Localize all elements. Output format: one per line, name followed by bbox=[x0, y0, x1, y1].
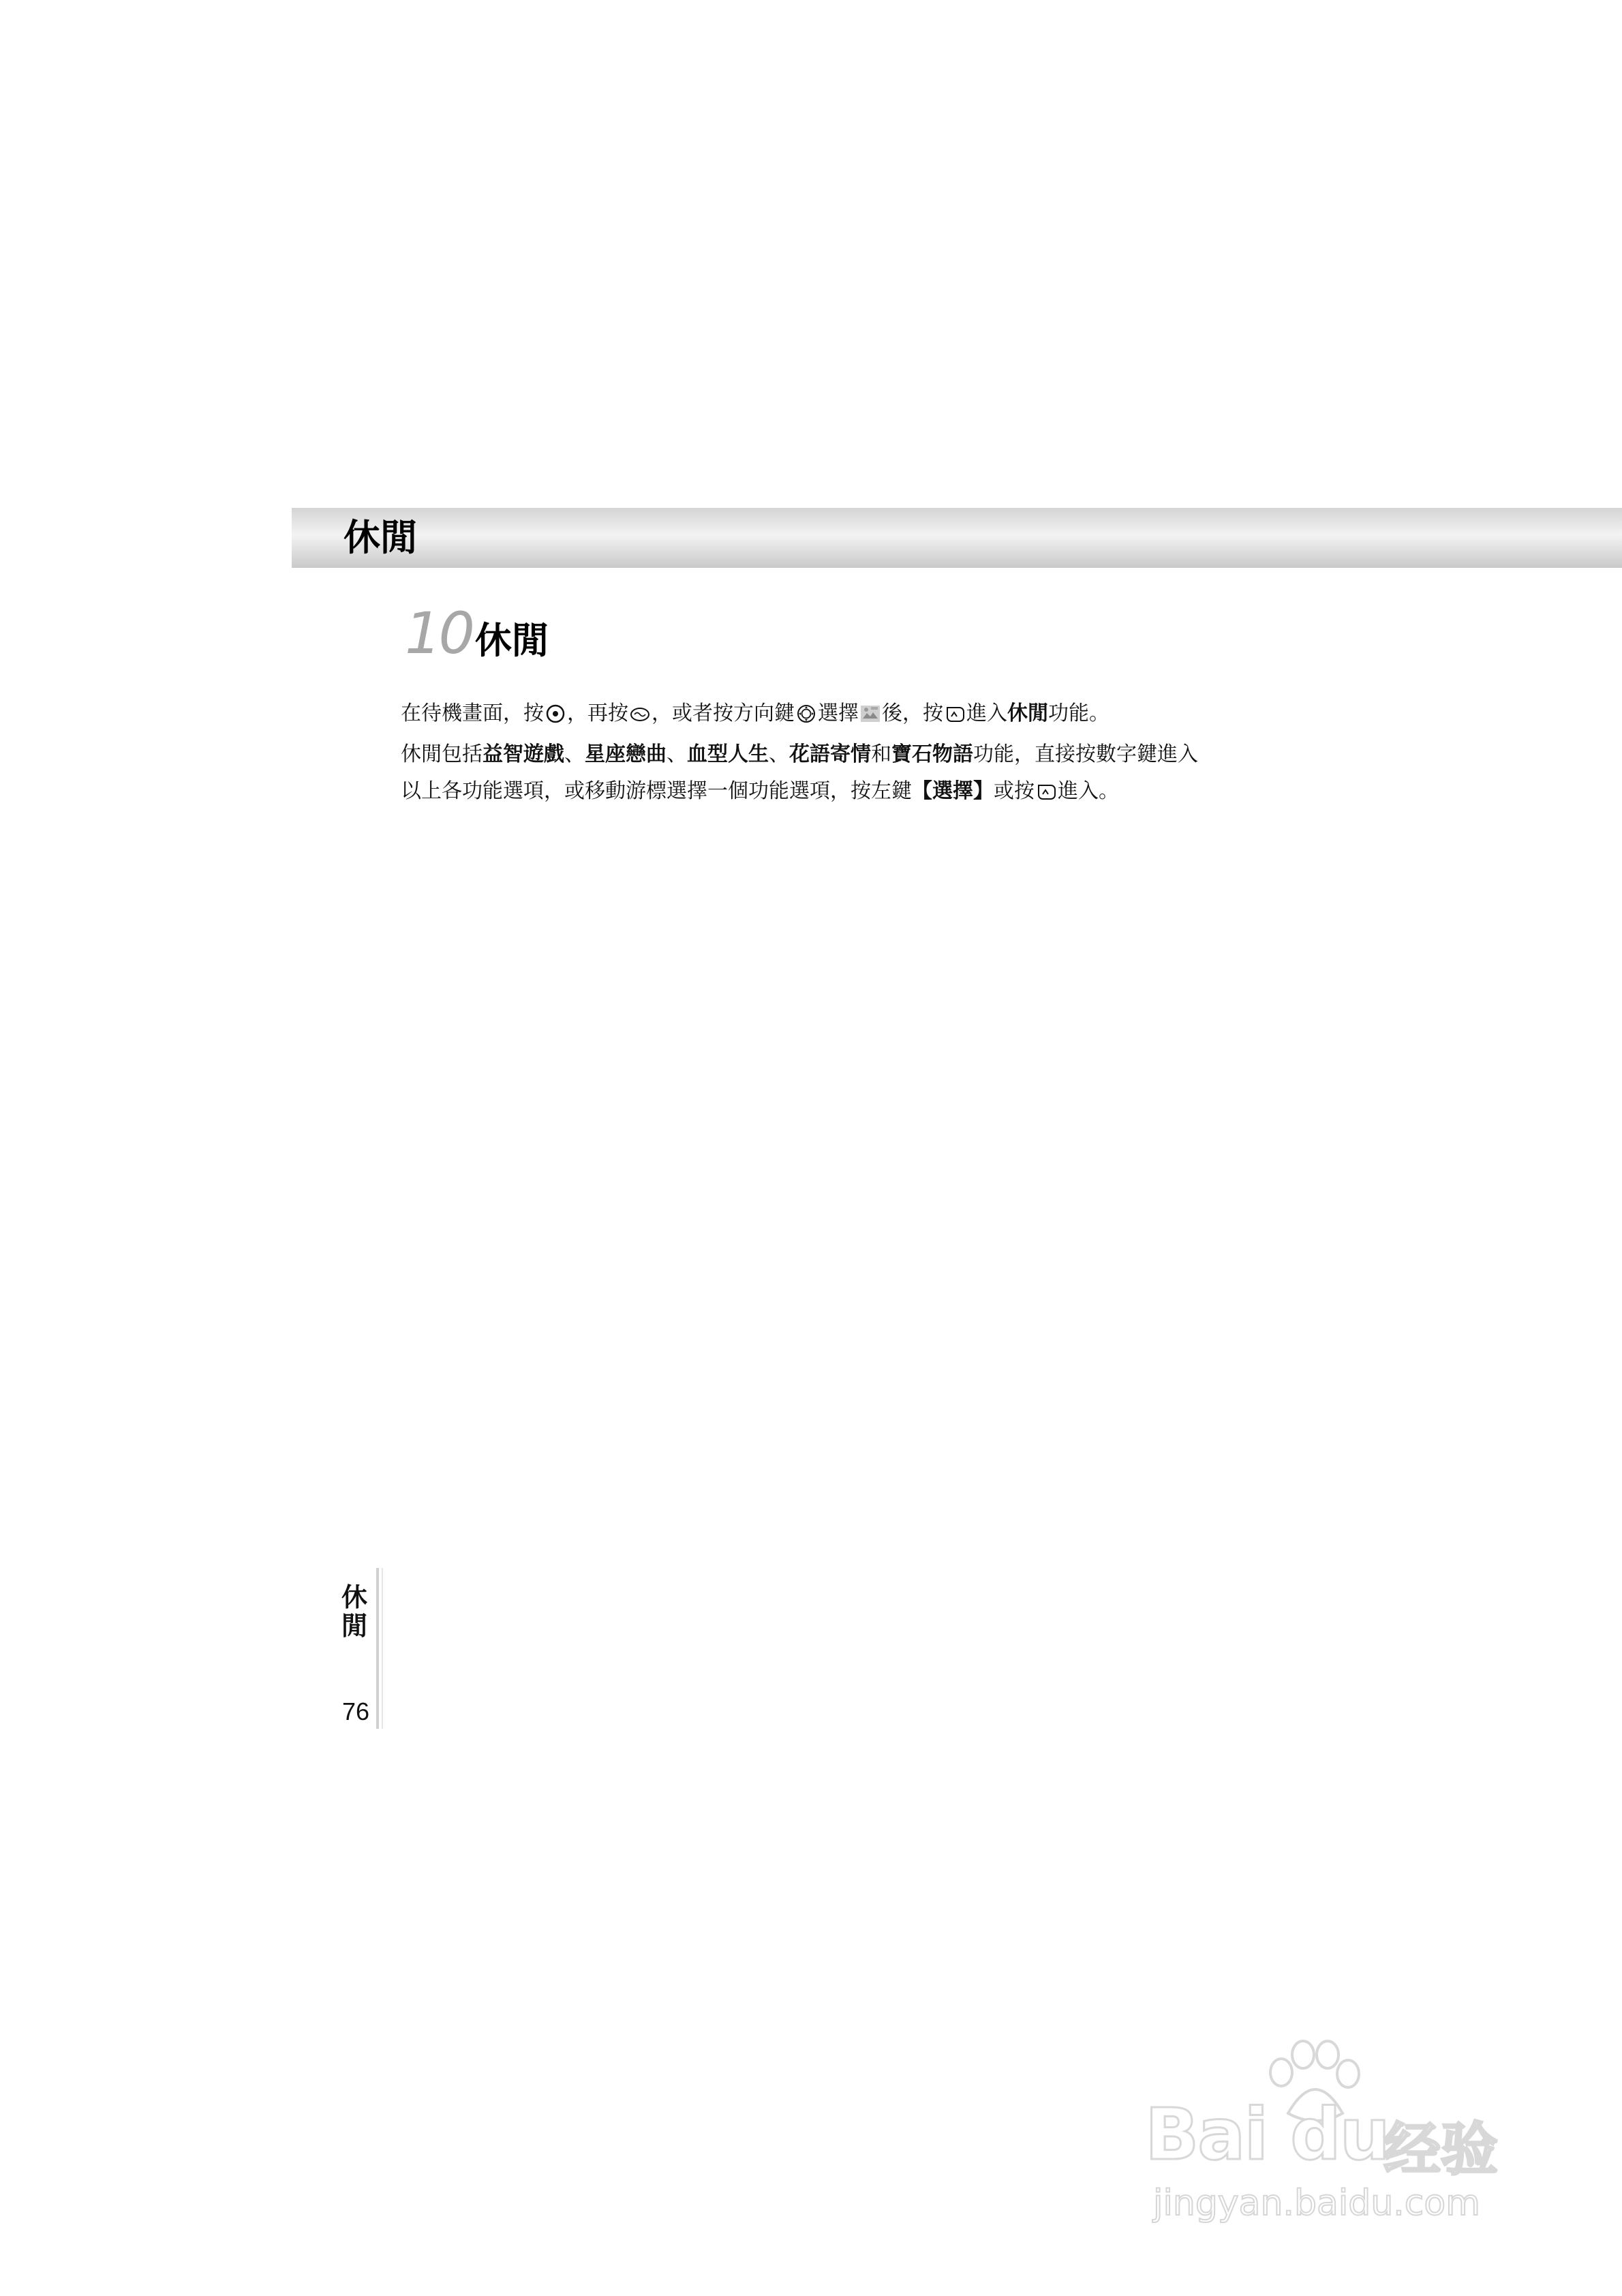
bold-term: 花語寄情 bbox=[789, 742, 871, 766]
text-segment: ，再按 bbox=[567, 701, 628, 725]
side-title-char: 閒 bbox=[341, 1611, 367, 1641]
ok-key-icon bbox=[945, 704, 965, 724]
text-segment: 和 bbox=[871, 742, 891, 766]
center-key-icon bbox=[545, 704, 566, 724]
page-number: 76 bbox=[342, 1697, 370, 1725]
text-segment: 或按 bbox=[994, 779, 1035, 803]
text-segment: 以上各功能選項，或移動游標選擇一個功能選項，按左鍵 bbox=[401, 779, 912, 803]
text-segment: ，或者按方向鍵 bbox=[652, 701, 795, 725]
text-segment: 功能。 bbox=[1048, 701, 1110, 725]
text-segment: 、 bbox=[667, 742, 687, 766]
side-rule-light bbox=[382, 1568, 383, 1729]
text-segment: 、 bbox=[564, 742, 585, 766]
description-line-2 bbox=[401, 773, 1253, 810]
watermark-url: jingyan.baidu.com bbox=[1153, 2183, 1480, 2224]
navigation-key-icon bbox=[796, 704, 816, 724]
watermark-cn-text: 经验 bbox=[1383, 2116, 1499, 2183]
text-segment: 在待機畫面，按 bbox=[401, 701, 544, 725]
text-segment: 選擇 bbox=[818, 701, 859, 725]
section-title: 休閒 bbox=[474, 619, 549, 662]
text-segment: 功能，直接按數字鍵進入 bbox=[973, 742, 1198, 766]
baidu-watermark bbox=[1145, 2038, 1527, 2222]
bold-term: 休閒 bbox=[1007, 701, 1048, 725]
ok-key-icon bbox=[1036, 781, 1056, 802]
header-title: 休閒 bbox=[343, 516, 417, 559]
description-line-1 bbox=[401, 736, 1253, 773]
side-chapter-title bbox=[339, 1583, 369, 1640]
text-segment: 進入。 bbox=[1058, 779, 1119, 803]
bold-term: 【選擇】 bbox=[912, 779, 994, 803]
bold-term: 益智遊戲 bbox=[483, 742, 564, 766]
description-paragraph bbox=[401, 736, 1253, 810]
menu-key-icon bbox=[630, 704, 650, 724]
leisure-menu-icon bbox=[860, 704, 881, 724]
section-heading bbox=[405, 600, 549, 668]
watermark-logo-text: Bai du bbox=[1145, 2093, 1389, 2176]
bold-term: 寶石物語 bbox=[891, 742, 973, 766]
section-number: 10 bbox=[405, 600, 472, 667]
bold-term: 血型人生 bbox=[687, 742, 769, 766]
text-segment: 進入 bbox=[966, 701, 1007, 725]
text-segment: 休閒包括 bbox=[401, 742, 483, 766]
side-title-char: 休 bbox=[341, 1582, 367, 1612]
text-segment: 、 bbox=[769, 742, 789, 766]
side-rule bbox=[376, 1568, 379, 1729]
instruction-paragraph bbox=[401, 695, 1253, 732]
bold-term: 星座戀曲 bbox=[585, 742, 667, 766]
header-band bbox=[292, 508, 1622, 568]
text-segment: 後，按 bbox=[882, 701, 943, 725]
